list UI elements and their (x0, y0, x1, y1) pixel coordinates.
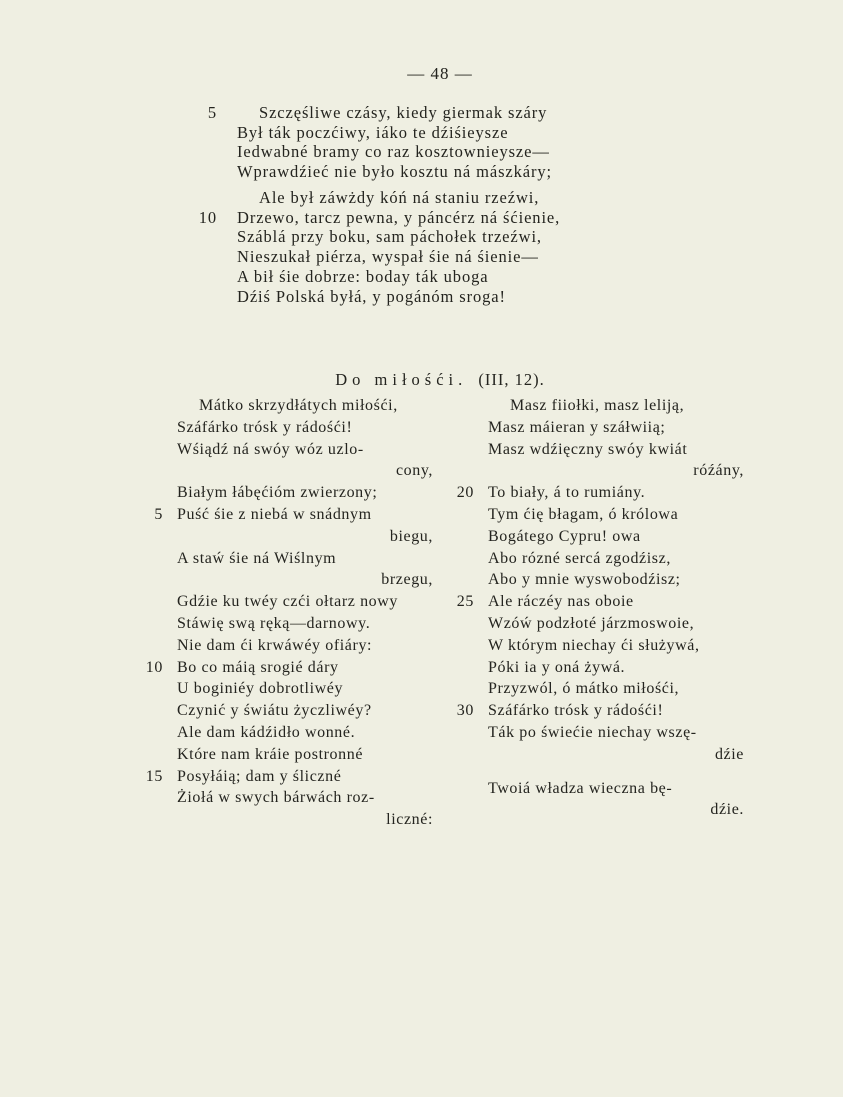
verse-line (488, 744, 744, 766)
poem-stanza-2 (198, 188, 637, 306)
verse-text: Czynić y świátu życzliwéy? (177, 702, 372, 720)
verse-line (177, 569, 433, 591)
verse-text: Wśiądź ná swóy wóz uzlo- (177, 440, 364, 458)
verse-text: Száfárko trósk y rádośći! (177, 418, 353, 436)
verse-text: Száblá przy boku, sam páchołek trzeźwi, (237, 227, 542, 247)
verse-text: Był ták poczćiwy, iáko te dźiśieysze (237, 122, 509, 142)
verse-line (488, 657, 744, 679)
verse-line (237, 227, 637, 247)
verse-text: Stáwię swą ręką—darnowy. (177, 614, 371, 632)
verse-text: Które nam kráie postronné (177, 745, 364, 763)
verse-text: liczné: (386, 811, 433, 829)
line-number: 20 (456, 484, 474, 502)
verse-line (177, 787, 433, 809)
verse-text: Masz máieran y száłwiią; (488, 418, 666, 436)
verse-line (237, 267, 637, 287)
verse-line (177, 526, 433, 548)
verse-line (237, 123, 637, 143)
verse-text: Abo rózné sercá zgodźisz, (488, 549, 671, 567)
verse-line (488, 778, 744, 800)
poem-title-reference: (III, 12). (478, 370, 545, 389)
verse-line (237, 142, 637, 162)
verse-line (177, 678, 433, 700)
line-number: 30 (456, 702, 474, 720)
line-number: 10 (198, 207, 217, 227)
page-number: — 48 — (407, 64, 473, 83)
verse-text: Wzóẃ podzłoté járzmoswoie, (488, 614, 695, 632)
verse-text: Abo y mnie wyswobodźisz; (488, 571, 681, 589)
verse-line (145, 766, 433, 788)
verse-text: Bogátego Cypru! owa (488, 527, 641, 545)
verse-text: Nieszukał piérza, wyspał śie ná śienie— (237, 247, 539, 267)
verse-text: Przyzwól, ó mátko miłośći, (488, 680, 680, 698)
verse-line (488, 439, 744, 461)
verse-line (488, 548, 744, 570)
verse-text: A staẃ śie ná Wiślnym (177, 549, 337, 567)
verse-line (177, 548, 433, 570)
verse-line (177, 439, 433, 461)
verse-line (177, 700, 433, 722)
verse-text: Ták po świećie niechay wszę- (488, 723, 697, 741)
verse-text: Masz wdźięczny swóy kwiát (488, 440, 688, 458)
verse-line (488, 526, 744, 548)
verse-line (456, 591, 744, 613)
verse-line (177, 722, 433, 744)
verse-line (488, 460, 744, 482)
verse-line (177, 417, 433, 439)
verse-line (488, 722, 744, 744)
verse-text: Masz fiiołki, masz leliją, (510, 397, 685, 414)
line-number: 5 (207, 103, 217, 122)
verse-text: Dźiś Polská byłá, y pogánóm sroga! (237, 286, 506, 306)
verse-text: Tym ćię błagam, ó królowa (488, 505, 679, 523)
verse-line (237, 188, 637, 208)
verse-line (177, 613, 433, 635)
verse-line (488, 678, 744, 700)
verse-text: Białym łábęćióm zwierzony; (177, 484, 378, 502)
verse-text: Ale był záwżdy kóń ná staniu rzeźwi, (259, 188, 540, 207)
verse-text: To biały, á to rumiány. (488, 484, 646, 502)
verse-line (488, 569, 744, 591)
verse-text: Żiołá w swych bárwách roz- (177, 789, 375, 807)
poem-title (0, 370, 843, 390)
line-number: 5 (154, 505, 163, 523)
verse-line (177, 591, 433, 613)
right-column (456, 395, 744, 821)
verse-line (488, 395, 744, 417)
verse-line (237, 247, 637, 267)
verse-text: U boginiéy dobrotliwéy (177, 680, 344, 698)
verse-text: Wprawdźieć nie było kosztu ná mászkáry; (237, 162, 553, 182)
verse-line (488, 799, 744, 821)
verse-text: Nie dam ći krwáwéy ofiáry: (177, 636, 373, 654)
verse-line (177, 460, 433, 482)
verse-text: Twoiá władza wieczna bę- (488, 779, 673, 797)
verse-line (488, 635, 744, 657)
verse-line (237, 162, 637, 182)
verse-text: Iedwabné bramy co raz kosztownieysze— (237, 142, 550, 162)
verse-line (456, 482, 744, 504)
verse-line (177, 744, 433, 766)
verse-line (177, 635, 433, 657)
verse-text: róźány, (693, 462, 744, 480)
verse-text: Száfárko trósk y rádośći! (488, 702, 664, 720)
verse-line (177, 482, 433, 504)
verse-line (207, 103, 637, 123)
verse-line (488, 613, 744, 635)
verse-text: Posyłáią; dam y śliczné (177, 767, 342, 785)
verse-text: A bił śie dobrze: boday ták uboga (237, 266, 489, 286)
verse-text: Ale ráczéy nas oboie (488, 593, 634, 611)
verse-text: brzegu, (381, 571, 433, 589)
verse-line (198, 207, 637, 228)
verse-line (177, 809, 433, 831)
verse-text: Bo co máią srogié dáry (177, 658, 339, 676)
verse-text: Ale dam kádźidło wonné. (177, 723, 356, 741)
poem-title-text: Do miłośći. (335, 370, 468, 389)
verse-line (145, 657, 433, 679)
verse-text: Póki ia y oná żywá. (488, 658, 626, 676)
verse-text: Mátko skrzydłátych miłośći, (199, 397, 398, 414)
verse-line (488, 417, 744, 439)
poem-stanza-1 (207, 103, 637, 182)
verse-text: dźie (714, 745, 744, 763)
verse-line (237, 287, 637, 307)
verse-text: Puść śie z niebá w snádnym (177, 505, 372, 523)
verse-line (154, 504, 433, 526)
verse-line (456, 700, 744, 722)
verse-text: biegu, (389, 527, 433, 545)
verse-text: cony, (395, 462, 433, 480)
verse-text: W którym niechay ći służywá, (488, 636, 700, 654)
verse-text: dźie. (710, 801, 744, 819)
verse-text: Drzewo, tarcz pewna, y páncérz ná śćienie, (237, 207, 561, 227)
verse-line (177, 395, 433, 417)
verse-text: Szczęśliwe czásy, kiedy giermak száry (259, 103, 548, 122)
verse-line (488, 504, 744, 526)
line-number: 25 (456, 593, 474, 611)
stanza-gap (488, 766, 744, 778)
line-number: 15 (145, 767, 163, 785)
verse-text: Gdźie ku twéy czći ołtarz nowy (177, 593, 399, 611)
left-column (145, 395, 433, 831)
line-number: 10 (145, 658, 163, 676)
